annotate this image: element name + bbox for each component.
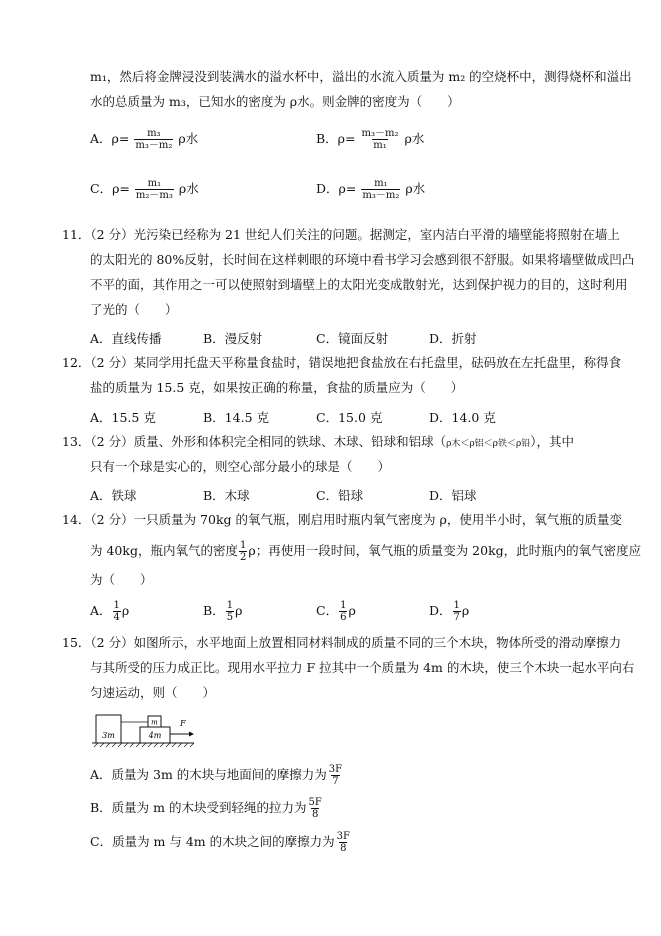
q12-option-a[interactable]: A．15.5 克 [90, 410, 156, 425]
q14-option-a[interactable]: A． $\frac{1}{4}$ ρ [90, 600, 130, 623]
q13-line-1: 13．（2 分）质量、外形和体积完全相同的铁球、木球、铅球和铝球（ρ木＜ρ铝＜ρ铁＜ρ铅），其中 [62, 434, 575, 449]
q11-option-d[interactable]: D．折射 [429, 331, 477, 346]
q11-line-2: 的太阳光的 80%反射，长时间在这样刺眼的环境中看书学习会感到很不舒服。如果将墙壁做成凹凸 [90, 252, 635, 267]
q10-option-b[interactable]: B．ρ= $\frac{\text{m₃－m₂}}{\text{m₁}}$ ρ水 [316, 128, 425, 151]
q10-option-a[interactable]: A．ρ= $\frac{\text{m₃}}{\text{m₃－m₂}}$ ρ水 [90, 128, 199, 151]
force-arrowhead [189, 732, 194, 737]
block-m-label: m [151, 718, 158, 727]
q11-line-3: 不平的面，其作用之一可以使照射到墙壁上的太阳光变成散射光，达到保护视力的目的，这时利用 [90, 277, 628, 292]
q14-line-1: 14．（2 分）一只质量为 70kg 的氧气瓶，刚启用时瓶内氧气密度为 ρ，使用半小时，氧气瓶的质量变 [62, 512, 622, 527]
q10-option-a-fraction: $\frac{\text{m₃}}{\text{m₃－m₂}}$ [135, 128, 173, 151]
q11-line-4: 了光的（ ） [90, 302, 178, 317]
q12-option-c[interactable]: C．15.0 克 [316, 410, 383, 425]
half-fraction: $\frac{1}{2}$ [239, 540, 247, 563]
q15-option-a[interactable]: A．质量为 3m 的木块与地面间的摩擦力为 $\frac{3F}{7}$ [90, 764, 343, 787]
block-4m-label: 4m [148, 731, 162, 740]
blocks-figure [90, 712, 195, 748]
q12-line-1: 12．（2 分）某同学用托盘天平称量食盐时，错误地把食盐放在右托盘里，砝码放在左托盘里，称得食 [62, 355, 622, 370]
q13-option-b[interactable]: B．木球 [203, 488, 250, 503]
density-order: ρ木＜ρ铝＜ρ铁＜ρ铅 [446, 439, 531, 449]
q14-option-c[interactable]: C． $\frac{1}{6}$ ρ [316, 600, 356, 623]
q12-line-2: 盐的质量为 15.5 克，如果按正确的称量，食盐的质量应为（ ） [90, 380, 464, 395]
block-3m-label: 3m [102, 731, 115, 740]
q14-line-2: 为 40kg，瓶内氧气的密度 $\frac{1}{2}$ ρ；再使用一段时间，氧气瓶的质量变为 20kg，此时瓶内的氧气密度应 [90, 540, 642, 563]
q10-option-c[interactable]: C．ρ= $\frac{\text{m₁}}{\text{m₂－m₃}}$ ρ水 [90, 178, 199, 201]
q11-option-b[interactable]: B．漫反射 [203, 331, 263, 346]
q11-option-c[interactable]: C．镜面反射 [316, 331, 389, 346]
q15-line-2: 与其所受的压力成正比。现用水平拉力 F 拉其中一个质量为 4m 的木块，使三个木块一起水平向右 [90, 660, 635, 675]
q15-option-b[interactable]: B．质量为 m 的木块受到轻绳的拉力为 $\frac{5F}{8}$ [90, 797, 322, 820]
q10-option-d-fraction: $\frac{\text{m₁}}{\text{m₃－m₂}}$ [362, 178, 400, 201]
q12-option-b[interactable]: B．14.5 克 [203, 410, 269, 425]
q11-line-1: 11．（2 分）光污染已经称为 21 世纪人们关注的问题。据测定，室内洁白平滑的墙壁能将照射在墙上 [62, 227, 620, 242]
q10-option-b-fraction: $\frac{\text{m₃－m₂}}{\text{m₁}}$ [361, 128, 399, 151]
q15-option-c[interactable]: C．质量为 m 与 4m 的木块之间的摩擦力为 $\frac{3F}{8}$ [90, 831, 350, 854]
q13-option-c[interactable]: C．铅球 [316, 488, 364, 503]
q13-option-a[interactable]: A．铁球 [90, 488, 137, 503]
q10-option-c-fraction: $\frac{\text{m₁}}{\text{m₂－m₃}}$ [135, 178, 173, 201]
q13-line-2: 只有一个球是实心的，则空心部分最小的球是（ ） [90, 459, 391, 474]
q10-option-d[interactable]: D．ρ= $\frac{\text{m₁}}{\text{m₃－m₂}}$ ρ水 [316, 178, 426, 201]
q13-option-d[interactable]: D．铝球 [429, 488, 477, 503]
q11-option-a[interactable]: A．直线传播 [90, 331, 162, 346]
q15-line-1: 15．（2 分）如图所示，水平地面上放置相同材料制成的质量不同的三个木块，物体所受的滑动摩擦力 [62, 635, 622, 650]
q10-line-1: m₁，然后将金牌浸没到装满水的溢水杯中，溢出的水流入质量为 m₂ 的空烧杯中，测得烧杯和溢出 [90, 69, 632, 84]
q14-line-3: 为（ ） [90, 572, 153, 587]
q14-option-b[interactable]: B． $\frac{1}{5}$ ρ [203, 600, 243, 623]
ground-hatching [94, 743, 194, 747]
q10-line-2: 水的总质量为 m₃，已知水的密度为 ρ水。则金牌的密度为（ ） [90, 94, 460, 109]
force-label: F [180, 719, 186, 728]
q14-option-d[interactable]: D． $\frac{1}{7}$ ρ [429, 600, 470, 623]
q15-line-3: 匀速运动，则（ ） [90, 685, 216, 700]
q12-option-d[interactable]: D．14.0 克 [429, 410, 496, 425]
